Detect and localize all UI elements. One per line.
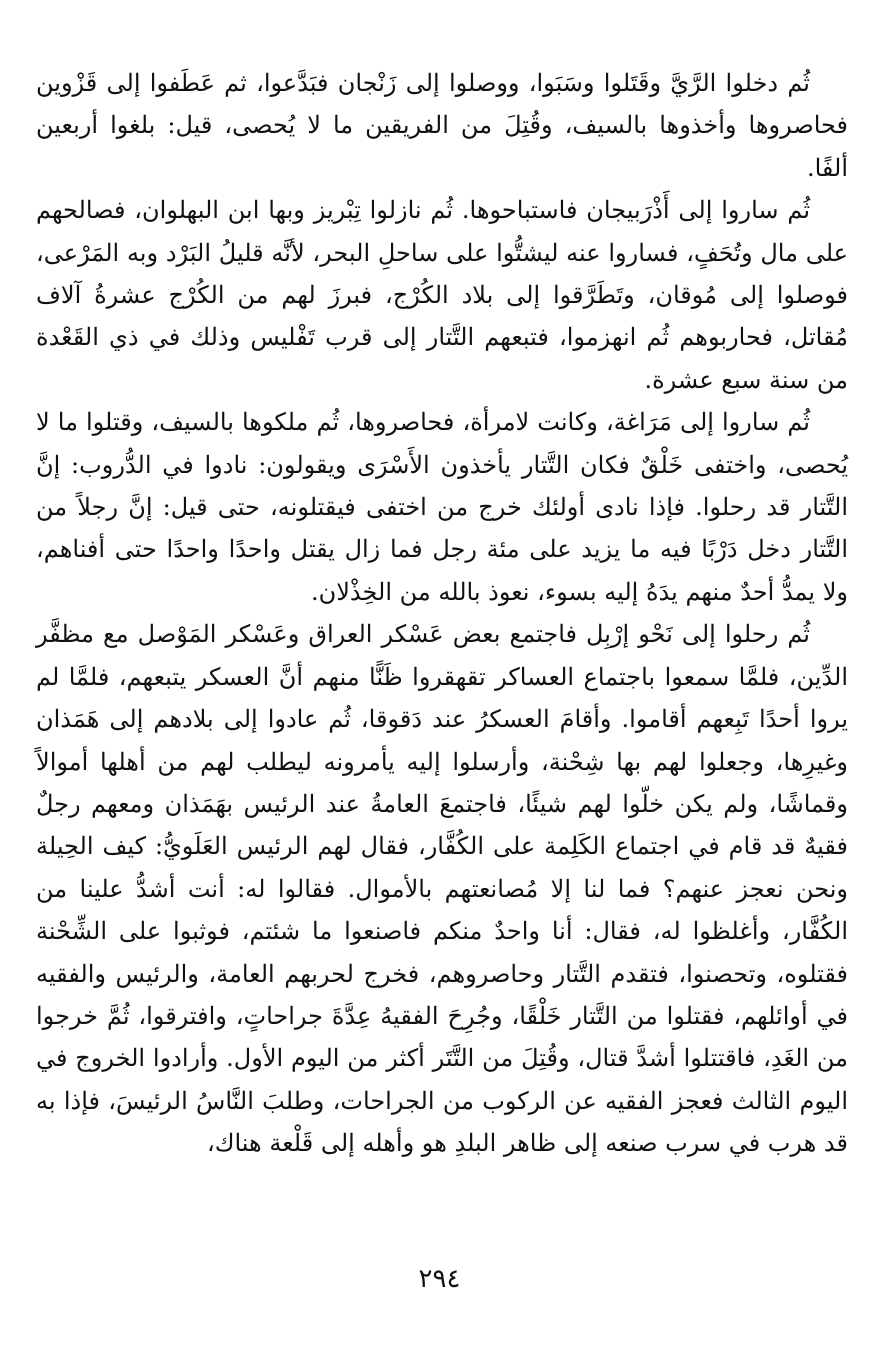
paragraph: ثُم رحلوا إلى نَحْو إرْبِل فاجتمع بعض عَسْكر العراق وعَسْكر المَوْصل مع مظفَّر الدِّين، فلمَّا سمعوا باجتماع العساكر تقهقروا ظَنًّا منهم أنَّ العسكر يتبعهم، فلمَّا لم يروا أحدًا تَبِعهم أقاموا. وأقامَ العسكرُ عند دَقوقا، ثُم عادوا إلى بلادهم إلى هَمَذان وغيرِها، وجعلوا لهم بها شِحْنة، وأرسلوا إليه يأمرونه ليطلب لهم من أهلها أموالاً وقماشًا، ولم يكن خلّوا لهم شيئًا، فاجتمعَ العامةُ عند الرئيس بهَمَذان ومعهم رجلٌ فقيهٌ قد قام في اجتماع الكَلِمة على الكُفَّار، فقال لهم الرئيس العَلَويُّ: كيف الحِيلة ونحن نعجز عنهم؟ فما لنا إلا مُصانعتهم بالأموال. فقالوا له: أنت أشدُّ علينا من الكُفَّار، وأغلظوا له، فقال: أنا واحدٌ منكم فاصنعوا ما شئتم، فوثبوا على الشِّحْنة فقتلوه، وتحصنوا، فتقدم التَّتار وحاصروهم، فخرج لحربهم العامة، والرئيس والفقيه في أوائلهم، فقتلوا من التَّتار خَلْقًا، وجُرِحَ الفقيهُ عِدَّةَ جراحاتٍ، وافترقوا، ثُمَّ خرجوا من الغَدِ، فاقتتلوا أشدَّ قتال، وقُتِلَ من التَّتَر أكثر من اليوم الأول. وأرادوا الخروج في اليوم الثالث فعجز الفقيه عن الركوب من الجراحات، وطلبَ النَّاسُ الرئيسَ، فإذا به قد هرب في سرب صنعه إلى ظاهر البلدِ هو وأهله إلى قَلْعة هناك، — [36, 620, 849, 1158]
paragraph: ثُم ساروا إلى أَذْرَبيجان فاستباحوها. ثُم نازلوا تِبْريز وبها ابن البهلوان، فصالحهم على مال وتُحَفٍ، فساروا عنه ليشتُّوا على ساحلِ البحر، لأنَّه قليلُ البَرْد وبه المَرْعى، فوصلوا إلى مُوقان، وتَطَرَّقوا إلى بلاد الكُرْج، فبرزَ لهم من الكُرْج عشرةُ آلاف مُقاتل، فحاربوهم ثُم انهزموا، فتبعهم التَّتار إلى قرب تَفْليس وذلك في ذي القَعْدة من سنة سبع عشرة. — [36, 196, 848, 394]
book-page-text — [36, 62, 848, 1165]
paragraph: ثُم ساروا إلى مَرَاغة، وكانت لامرأة، فحاصروها، ثُم ملكوها بالسيف، وقتلوا ما لا يُحصى، واختفى خَلْقٌ فكان التَّتار يأخذون الأَسْرَى ويقولون: نادوا في الدُّروب: إنَّ التَّتار قد رحلوا. فإذا نادى أولئك خرج من اختفى فيقتلونه، حتى قيل: إنَّ رجلاً من التَّتار دخل دَرْبًا فيه ما يزيد على مئة رجل فما زال يقتل واحدًا واحدًا حتى أفناهم، ولا يمدُّ أحدٌ منهم يدَهُ إليه بسوء، نعوذ بالله من الخِذْلان. — [36, 408, 848, 606]
paragraph: ثُم دخلوا الرَّيَّ وقَتَلوا وسَبَوا، ووصلوا إلى زَنْجان فبَدَّعوا، ثم عَطَفوا إلى قَزْوين فحاصروها وأخذوها بالسيف، وقُتِلَ من الفريقين ما لا يُحصى، قيل: بلغوا أربعين ألفًا. — [36, 69, 848, 182]
page-number: ٢٩٤ — [418, 1264, 461, 1294]
